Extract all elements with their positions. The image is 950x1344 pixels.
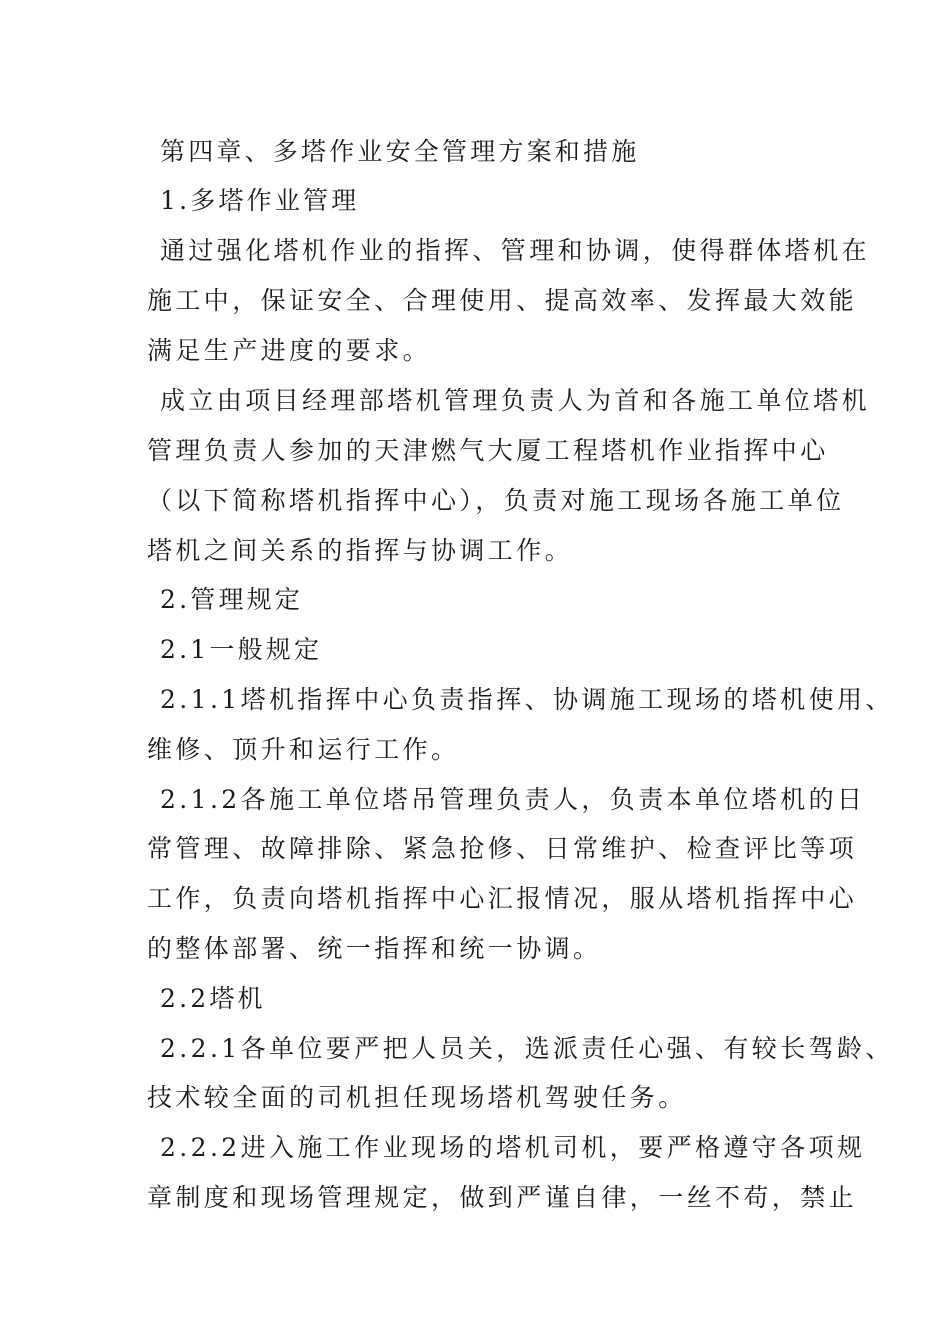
paragraph-line: 2.1.2各施工单位塔吊管理负责人，负责本单位塔机的日	[160, 785, 866, 814]
paragraph-line: 2.2.2进入施工作业现场的塔机司机，要严格遵守各项规	[160, 1133, 866, 1162]
paragraph-line: 管理负责人参加的天津燃气大厦工程塔机作业指挥中心	[147, 436, 829, 465]
paragraph-line: 技术较全面的司机担任现场塔机驾驶任务。	[147, 1083, 687, 1112]
paragraph-line: 维修、顶升和运行工作。	[147, 735, 460, 764]
paragraph-line: 的整体部署、统一指挥和统一协调。	[147, 934, 602, 963]
paragraph-line: 2.1.1塔机指挥中心负责指挥、协调施工现场的塔机使用、	[160, 685, 894, 714]
paragraph-line: 施工中，保证安全、合理使用、提高效率、发挥最大效能	[147, 286, 858, 315]
paragraph-line: 章制度和现场管理规定，做到严谨自律，一丝不苟，禁止	[147, 1183, 858, 1212]
section-heading: 2.管理规定	[160, 585, 304, 614]
paragraph-line: 常管理、故障排除、紧急抢修、日常维护、检查评比等项	[147, 834, 858, 863]
paragraph-line: 塔机之间关系的指挥与协调工作。	[147, 536, 574, 565]
paragraph-line: 成立由项目经理部塔机管理负责人为首和各施工单位塔机	[160, 386, 871, 415]
paragraph-line: 满足生产进度的要求。	[147, 336, 432, 365]
paragraph-line: 2.2.1各单位要严把人员关，选派责任心强、有较长驾龄、	[160, 1034, 894, 1063]
chapter-title: 第四章、多塔作业安全管理方案和措施	[160, 137, 640, 166]
subsection-heading: 2.2塔机	[160, 984, 266, 1013]
section-heading: 1.多塔作业管理	[160, 186, 360, 215]
paragraph-line: （以下简称塔机指挥中心），负责对施工现场各施工单位	[147, 486, 845, 515]
paragraph-line: 通过强化塔机作业的指挥、管理和协调，使得群体塔机在	[160, 236, 871, 265]
subsection-heading: 2.1一般规定	[160, 635, 323, 664]
paragraph-line: 工作，负责向塔机指挥中心汇报情况，服从塔机指挥中心	[147, 884, 858, 913]
